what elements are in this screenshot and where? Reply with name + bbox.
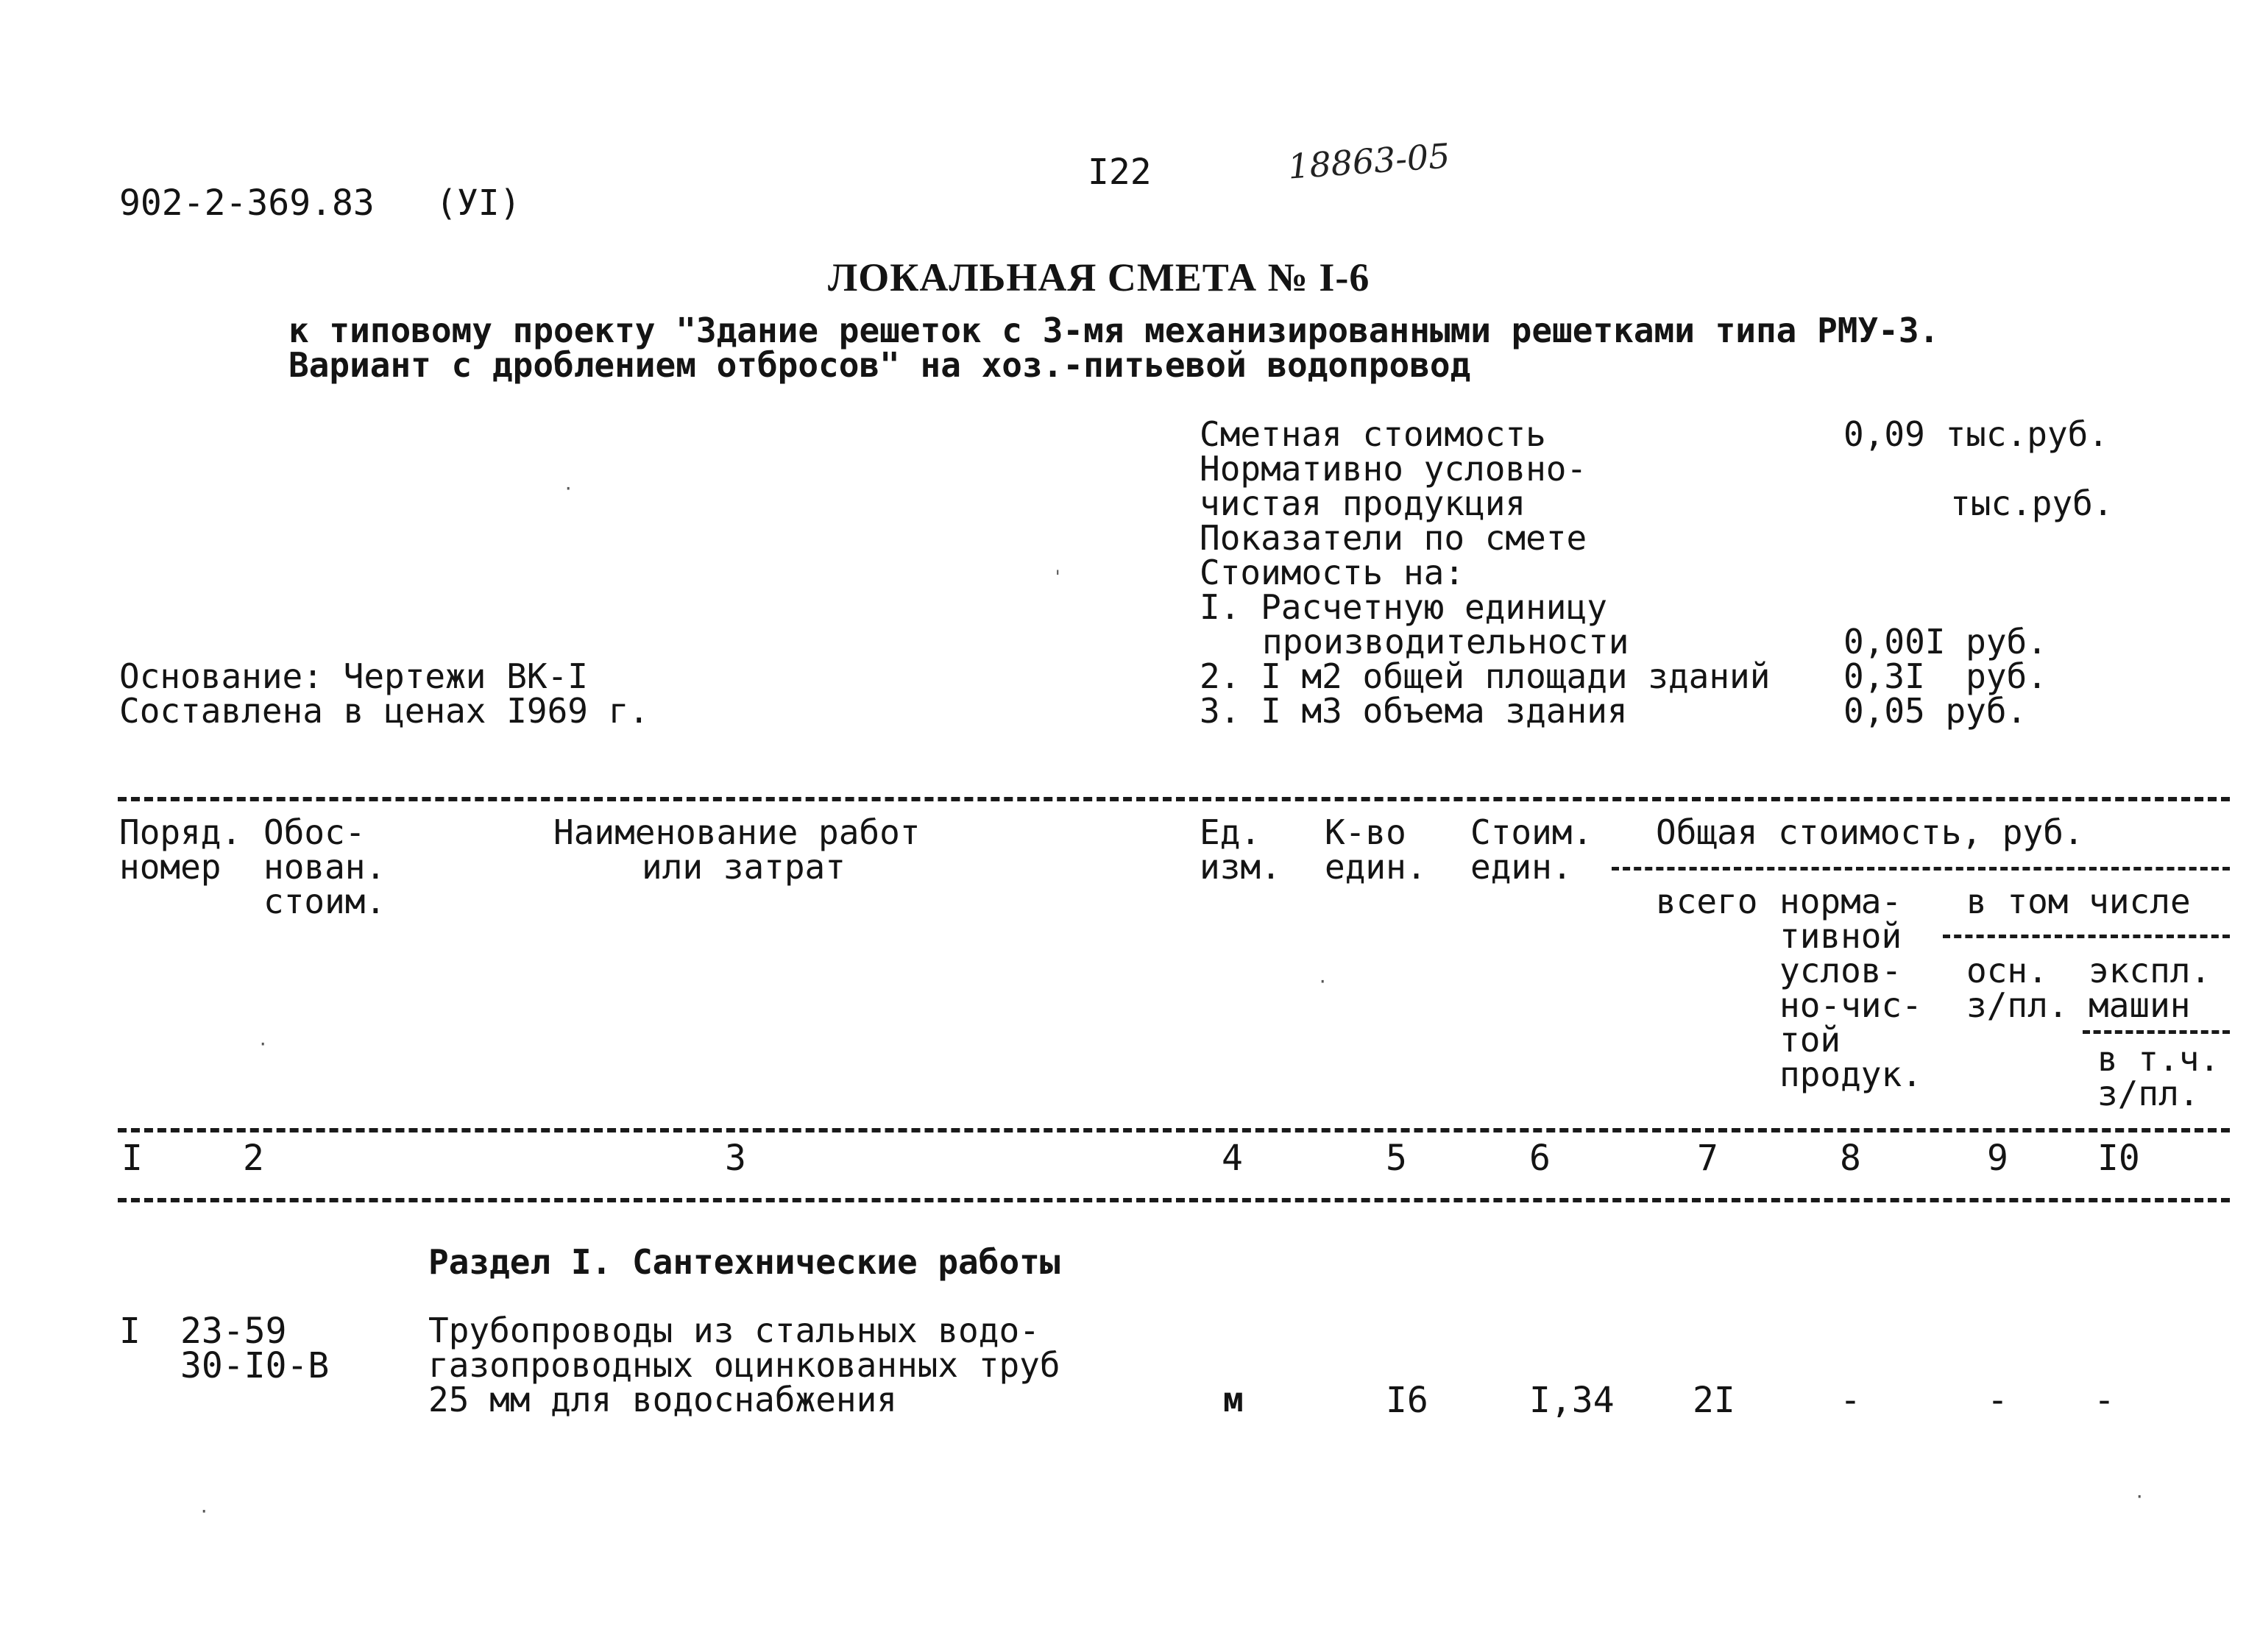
- row-name-line1: Трубопроводы из стальных водо-: [428, 1311, 1040, 1350]
- row-net-product: -: [1840, 1380, 1861, 1421]
- col5-header-line1: К-во: [1325, 812, 1406, 852]
- volume-label: (УI): [436, 182, 521, 224]
- col2-header-line1: Обос-: [263, 812, 366, 852]
- column-number-9: 9: [1987, 1138, 2008, 1179]
- net-product-label-1: Нормативно условно-: [1200, 449, 1587, 489]
- net-product-label-2: чистая продукция: [1200, 483, 1526, 523]
- col10-header-line2: машин: [2089, 985, 2191, 1025]
- item3-label: 3. I м3 объема здания: [1200, 691, 1628, 731]
- col8-header-line4: но-чис-: [1779, 985, 1922, 1025]
- item1-value: 0,00I руб.: [1843, 622, 2047, 662]
- col2-header-line3: стоим.: [263, 882, 386, 921]
- row-basis-line2: 30-I0-В: [180, 1345, 330, 1386]
- col6-header-line1: Стоим.: [1470, 812, 1593, 852]
- row-qty: I6: [1386, 1380, 1428, 1421]
- column-number-7: 7: [1697, 1138, 1718, 1179]
- col3-header-line2: или затрат: [642, 847, 846, 887]
- col9-header-line1: осн.: [1966, 951, 2048, 990]
- col8-header-line6: продук.: [1779, 1054, 1922, 1094]
- col8-header-line5: той: [1779, 1020, 1841, 1060]
- row-number: I: [119, 1311, 141, 1352]
- column-number-10: I0: [2097, 1138, 2140, 1179]
- cost-for-label: Стоимость на:: [1200, 553, 1465, 592]
- subtitle-line-2: Вариант с дроблением отбросов" на хоз.-питьевой водопровод: [288, 345, 1471, 385]
- col6-header-line2: един.: [1470, 847, 1573, 887]
- table-top-rule: [118, 797, 2230, 801]
- column-number-3: 3: [725, 1138, 746, 1179]
- col8-header-line3: услов-: [1779, 951, 1902, 990]
- col9-header-line2: з/пл.: [1966, 985, 2069, 1025]
- column-number-2: 2: [243, 1138, 264, 1179]
- col10-header-line4: з/пл.: [2097, 1074, 2200, 1113]
- col2-header-line2: нован.: [263, 847, 386, 887]
- col1-header-line1: Поряд.: [119, 812, 242, 852]
- column-number-6: 6: [1529, 1138, 1551, 1179]
- indicators-label: Показатели по смете: [1200, 518, 1587, 558]
- col4-header-line1: Ед.: [1200, 812, 1261, 852]
- scan-speck: ·: [1317, 971, 1328, 992]
- row-unit-cost: I,34: [1529, 1380, 1615, 1421]
- column-number-5: 5: [1386, 1138, 1407, 1179]
- col10-header-line3: в т.ч.: [2097, 1039, 2220, 1079]
- column-number-1: I: [121, 1138, 143, 1179]
- row-name-line2: газопроводных оцинкованных труб: [428, 1345, 1060, 1385]
- estimated-cost-value: 0,09 тыс.руб.: [1843, 414, 2109, 454]
- handwritten-number: 18863-05: [1286, 135, 1452, 187]
- item1-label-2: производительности: [1262, 622, 1629, 662]
- col10-rule: [2083, 1030, 2230, 1034]
- total-cost-rule: [1612, 867, 2230, 871]
- row-unit: м: [1223, 1380, 1244, 1419]
- including-rule: [1943, 935, 2230, 938]
- including-header: в том числе: [1966, 882, 2191, 921]
- section-title: Раздел I. Сантехнические работы: [428, 1242, 1060, 1282]
- project-code: 902-2-369.83: [119, 182, 375, 224]
- column-numbers-bottom-rule: [118, 1198, 2230, 1202]
- col5-header-line2: един.: [1325, 847, 1427, 887]
- row-machines: -: [2094, 1380, 2115, 1421]
- subtitle-line-1: к типовому проекту "Здание решеток с 3-мя механизированными решетками типа РМУ-3.: [288, 311, 1940, 350]
- col7-header: всего: [1656, 882, 1758, 921]
- page-number: I22: [1088, 152, 1152, 193]
- col8-header-line2: тивной: [1779, 916, 1902, 956]
- col1-header-line2: номер: [119, 847, 222, 887]
- row-basis-line1: 23-59: [180, 1311, 287, 1352]
- basis-line-1: Основание: Чертежи ВК-I: [119, 656, 588, 696]
- scan-speck: ·: [258, 1034, 269, 1054]
- document-title: ЛОКАЛЬНАЯ СМЕТА № I-6: [828, 255, 1370, 299]
- scan-speck: ·: [199, 1501, 210, 1522]
- item2-value: 0,3I руб.: [1843, 656, 2047, 696]
- estimated-cost-label: Сметная стоимость: [1200, 414, 1546, 454]
- row-base-salary: -: [1987, 1380, 2008, 1421]
- scan-speck: ·: [563, 478, 574, 499]
- basis-line-2: Составлена в ценах I969 г.: [119, 691, 650, 731]
- col8-header-line1: норма-: [1779, 882, 1902, 921]
- net-product-unit: тыс.руб.: [1950, 483, 2114, 523]
- col4-header-line2: изм.: [1200, 847, 1281, 887]
- scan-speck: ': [1052, 567, 1063, 587]
- item3-value: 0,05 руб.: [1843, 691, 2027, 731]
- col3-header-line1: Наименование работ: [553, 812, 921, 852]
- item2-label: 2. I м2 общей площади зданий: [1200, 656, 1771, 696]
- column-number-4: 4: [1222, 1138, 1243, 1179]
- scan-speck: ·: [2134, 1486, 2145, 1507]
- row-name-line3: 25 мм для водоснабжения: [428, 1380, 897, 1419]
- row-total: 2I: [1693, 1380, 1735, 1421]
- column-numbers-top-rule: [118, 1128, 2230, 1132]
- col10-header-line1: экспл.: [2089, 951, 2211, 990]
- total-cost-header: Общая стоимость, руб.: [1656, 812, 2084, 852]
- column-number-8: 8: [1840, 1138, 1861, 1179]
- item1-label-1: I. Расчетную единицу: [1200, 587, 1607, 627]
